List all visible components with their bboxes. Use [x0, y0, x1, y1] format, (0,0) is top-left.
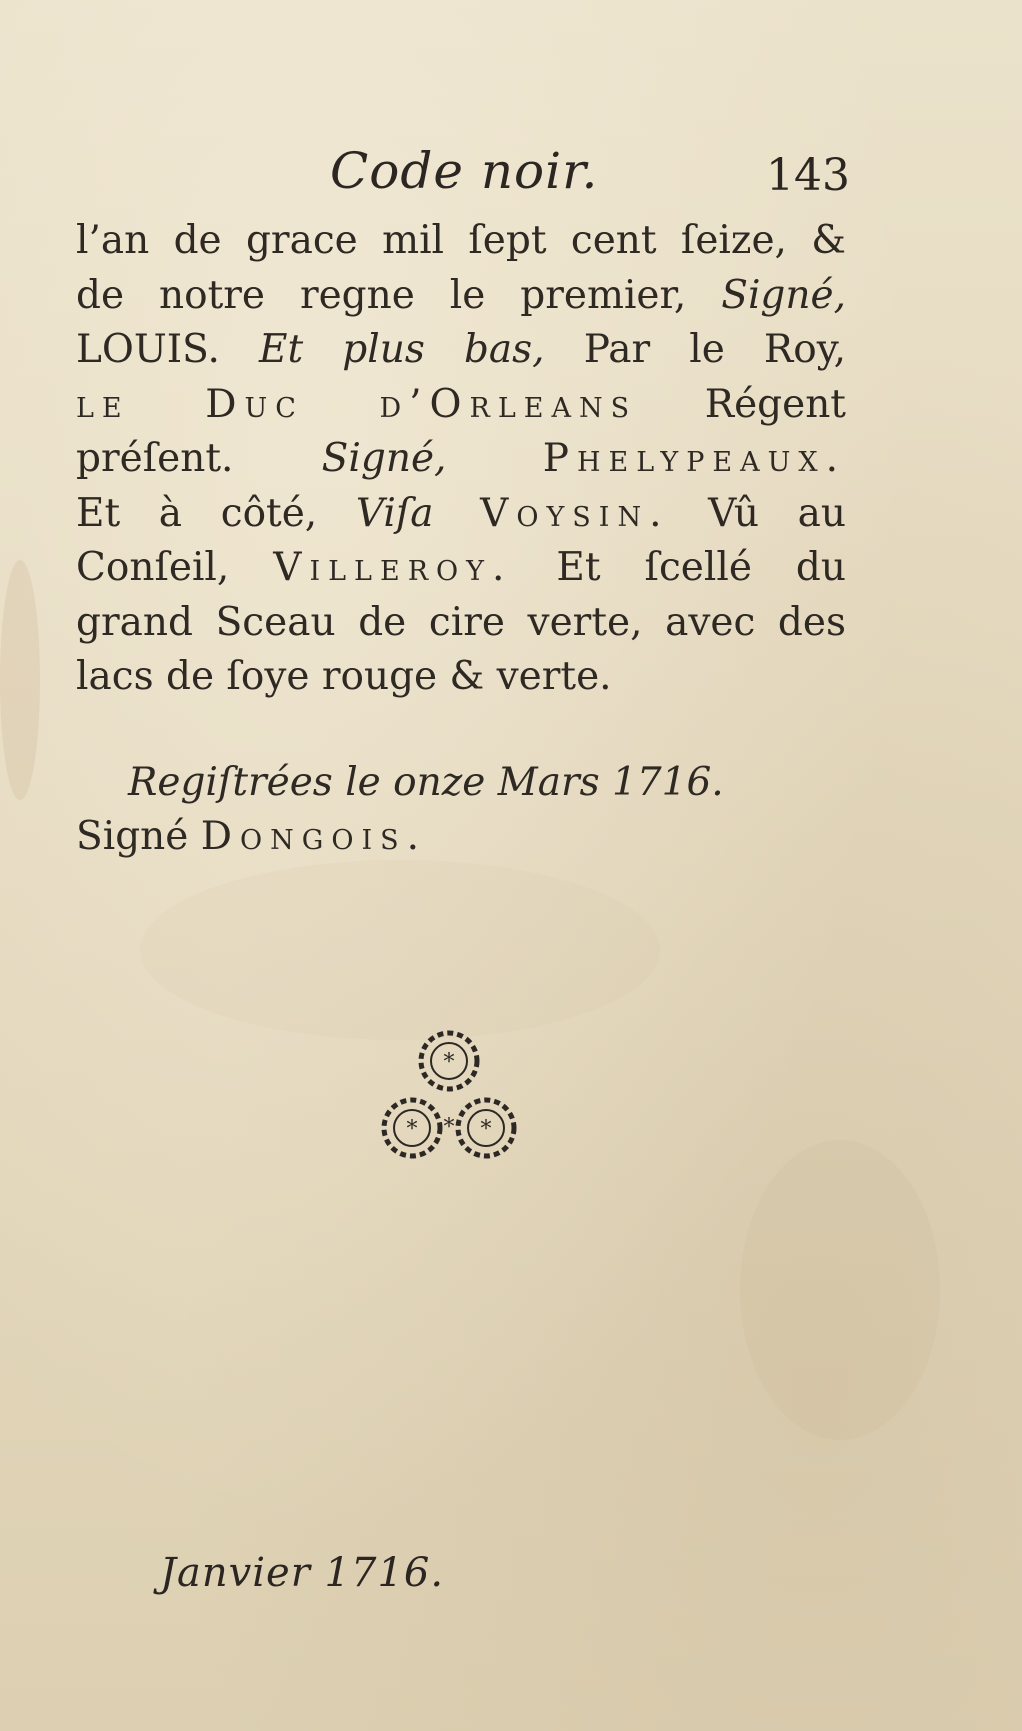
text-line [76, 432, 846, 487]
page-number: 143 [766, 150, 850, 201]
text-span: Par le Roy, [544, 327, 846, 372]
svg-text:*: * [443, 1115, 455, 1140]
registration-note [76, 756, 846, 864]
text-span: Et ſcellé du [512, 545, 846, 590]
text-line [76, 596, 846, 651]
italic-span: Signé, [321, 436, 447, 481]
catchword: Janvier 1716. [160, 1550, 445, 1596]
running-title: Code noir. [330, 142, 599, 200]
text-line [76, 269, 846, 324]
registration-date: Regiſtrées le onze Mars 1716. [128, 760, 724, 805]
text-span: grand Sceau de cire verte, avec des [76, 599, 846, 645]
svg-text:*: * [443, 1050, 455, 1075]
paper-stain [140, 860, 660, 1040]
text-line [76, 323, 846, 378]
body-text [76, 214, 846, 705]
text-span: l’an de grace mil ſept cent ſeize, & [76, 218, 846, 263]
text-line [76, 378, 846, 433]
page-header [330, 142, 850, 212]
text-span: Et à côté, [76, 490, 356, 536]
paper-stain [740, 1140, 940, 1440]
text-span: LOUIS. [76, 327, 259, 372]
text-span: Signé [76, 814, 201, 859]
svg-text:*: * [406, 1117, 418, 1142]
text-line [76, 541, 846, 596]
small-caps-span: le Duc d’Orleans [76, 381, 638, 427]
small-caps-span: Dongois. [200, 814, 428, 859]
text-span: de notre regne le premier, [76, 272, 722, 318]
small-caps-span: Phelypeaux. [446, 436, 846, 481]
text-span: lacs de ſoye rouge & verte. [76, 654, 612, 699]
text-line [76, 650, 846, 705]
italic-span: Et plus bas, [259, 327, 545, 372]
small-caps-span: Villeroy. [273, 545, 513, 590]
text-line [76, 214, 846, 269]
text-span: Conſeil, [76, 545, 274, 590]
text-line [76, 487, 846, 542]
small-caps-span: Voysin. [433, 490, 670, 536]
text-span: préſent. [76, 436, 322, 481]
registration-signature [76, 810, 846, 864]
text-span: Régent [637, 381, 846, 427]
italic-span: Viſa [355, 490, 434, 536]
fleuron-ornament-icon [364, 1016, 534, 1186]
italic-span: Signé, [721, 272, 846, 318]
text-span: Vû au [669, 490, 846, 536]
paper-stain [0, 560, 40, 800]
svg-text:*: * [480, 1117, 492, 1142]
